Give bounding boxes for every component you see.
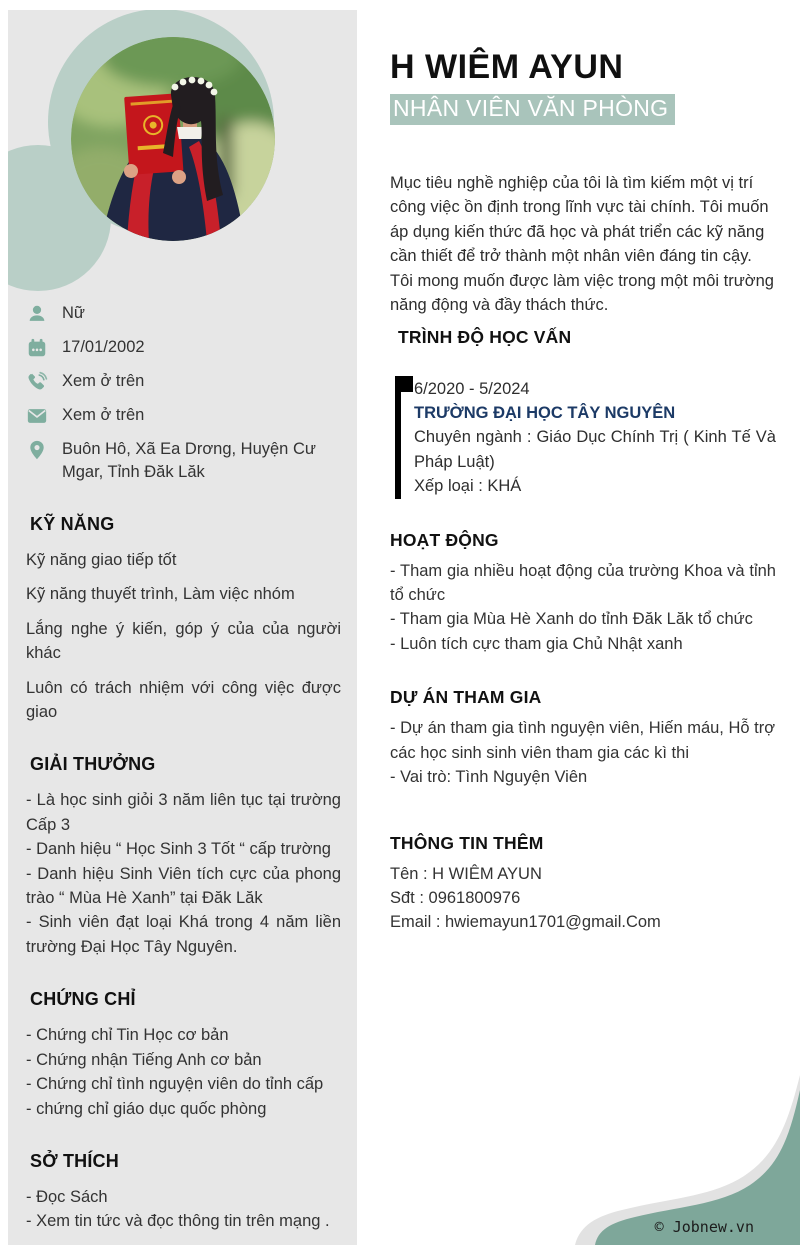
info-line: Email : hwiemayun1701@gmail.Com: [390, 913, 661, 932]
phone-icon: [26, 371, 48, 393]
award-item: - Danh hiệu “ Học Sinh 3 Tốt “ cấp trường: [26, 840, 331, 859]
certificate-item: - Chứng nhận Tiếng Anh cơ bản: [26, 1050, 262, 1069]
skill-item: Kỹ năng giao tiếp tốt: [26, 551, 177, 569]
certificates-list: [26, 1023, 341, 1121]
contact-info: [26, 302, 341, 484]
main-column: [390, 0, 776, 935]
education-grade: Xếp loại : KHÁ: [414, 477, 522, 496]
phone-value: Xem ở trên: [62, 372, 145, 390]
career-objective: Mục tiêu nghề nghiệp của tôi là tìm kiếm một vị trí công việc ồn định trong lĩnh vực tài chính. Tôi muốn áp dụng kiến thức đã học và phát triển các kỹ năng cần thiết để trở thành một nhân viên đáng tin cậy. Tôi mong muốn được làm việc trong một môi trường năng động và đầy thách thức.: [390, 174, 774, 315]
section-heading-skills: KỸ NĂNG: [30, 514, 115, 534]
activity-item: - Tham gia Mùa Hè Xanh do tỉnh Đăk Lăk tổ chức: [390, 610, 753, 629]
skill-item: Lắng nghe ý kiến, góp ý của của người khác: [26, 619, 341, 663]
section-heading-projects: DỰ ÁN THAM GIA: [390, 687, 542, 708]
info-line: Sđt : 0961800976: [390, 888, 521, 907]
education-period: 6/2020 - 5/2024: [414, 380, 530, 399]
location-icon: [26, 439, 48, 461]
skill-item: Kỹ năng thuyết trình, Làm việc nhóm: [26, 585, 295, 604]
activity-item: - Tham gia nhiều hoạt động của trường Khoa và tỉnh tổ chức: [390, 561, 776, 605]
section-heading-awards: GIẢI THƯỞNG: [30, 754, 156, 775]
section-heading-education: TRÌNH ĐỘ HỌC VẤN: [398, 327, 572, 348]
education-school: TRƯỜNG ĐẠI HỌC TÂY NGUYÊN: [414, 404, 676, 423]
section-heading-hobbies: SỞ THÍCH: [30, 1150, 119, 1171]
activities-list: [390, 559, 776, 657]
activities-section: [390, 530, 776, 657]
award-item: - Là học sinh giỏi 3 năm liên tục tại trường Cấp 3: [26, 791, 341, 834]
awards-list: [26, 788, 341, 959]
section-heading-activities: HOẠT ĐỘNG: [390, 529, 499, 550]
projects-section: [390, 687, 776, 789]
email-icon: [26, 405, 48, 427]
birthday-value: 17/01/2002: [62, 338, 145, 356]
hobby-item: - Đọc Sách: [26, 1187, 108, 1206]
hobby-item: - Xem tin tức và đọc thông tin trên mạng .: [26, 1212, 330, 1231]
project-item: - Vai trò: Tình Nguyện Viên: [390, 768, 588, 787]
education-major: Chuyên ngành : Giáo Dục Chính Trị ( Kinh Tế Và Pháp Luật): [414, 428, 776, 471]
hobbies-list: [26, 1185, 341, 1234]
certificate-item: - Chứng chỉ Tin Học cơ bản: [26, 1026, 229, 1045]
project-item: - Dự án tham gia tình nguyện viên, Hiến máu, Hỗ trợ các học sinh sinh viên tham gia các kì thi: [390, 719, 776, 762]
contact-row-gender: [26, 302, 341, 325]
activity-item: - Luôn tích cực tham gia Chủ Nhật xanh: [390, 634, 683, 653]
contact-row-email: [26, 404, 341, 427]
contact-row-phone: [26, 370, 341, 393]
skills-list: [26, 548, 341, 724]
address-value: Buôn Hô, Xã Ea Drơng, Huyện Cư Mgar, Tỉnh Đăk Lăk: [62, 440, 316, 481]
gender-value: Nữ: [62, 304, 85, 322]
sidebar: [8, 10, 357, 1245]
info-line: Tên : H WIÊM AYUN: [390, 864, 542, 883]
contact-row-birthday: [26, 336, 341, 359]
user-icon: [26, 303, 48, 325]
email-value: Xem ở trên: [62, 406, 145, 424]
projects-list: [390, 716, 776, 789]
candidate-name: H WIÊM AYUN: [390, 48, 624, 86]
education-entry: [395, 377, 776, 498]
section-heading-more-info: THÔNG TIN THÊM: [390, 832, 544, 853]
award-item: - Danh hiệu Sinh Viên tích cực của phong trào “ Mùa Hè Xanh” tại Đăk Lăk: [26, 864, 341, 908]
contact-row-address: [26, 438, 341, 484]
site-credit: © Jobnew.vn: [654, 1218, 754, 1236]
certificate-item: - Chứng chỉ tình nguyện viên do tỉnh cấp: [26, 1075, 324, 1094]
job-title-badge: NHÂN VIÊN VĂN PHÒNG: [390, 94, 675, 125]
certificate-item: - chứng chỉ giáo dục quốc phòng: [26, 1099, 267, 1118]
skill-item: Luôn có trách nhiệm với công việc được giao: [26, 678, 341, 722]
more-info-list: [390, 862, 776, 935]
award-item: - Sinh viên đạt loại Khá trong 4 năm liền trường Đại Học Tây Nguyên.: [26, 913, 341, 956]
section-heading-certificates: CHỨNG CHỈ: [30, 989, 136, 1010]
more-info-section: [390, 833, 776, 935]
calendar-icon: [26, 337, 48, 359]
